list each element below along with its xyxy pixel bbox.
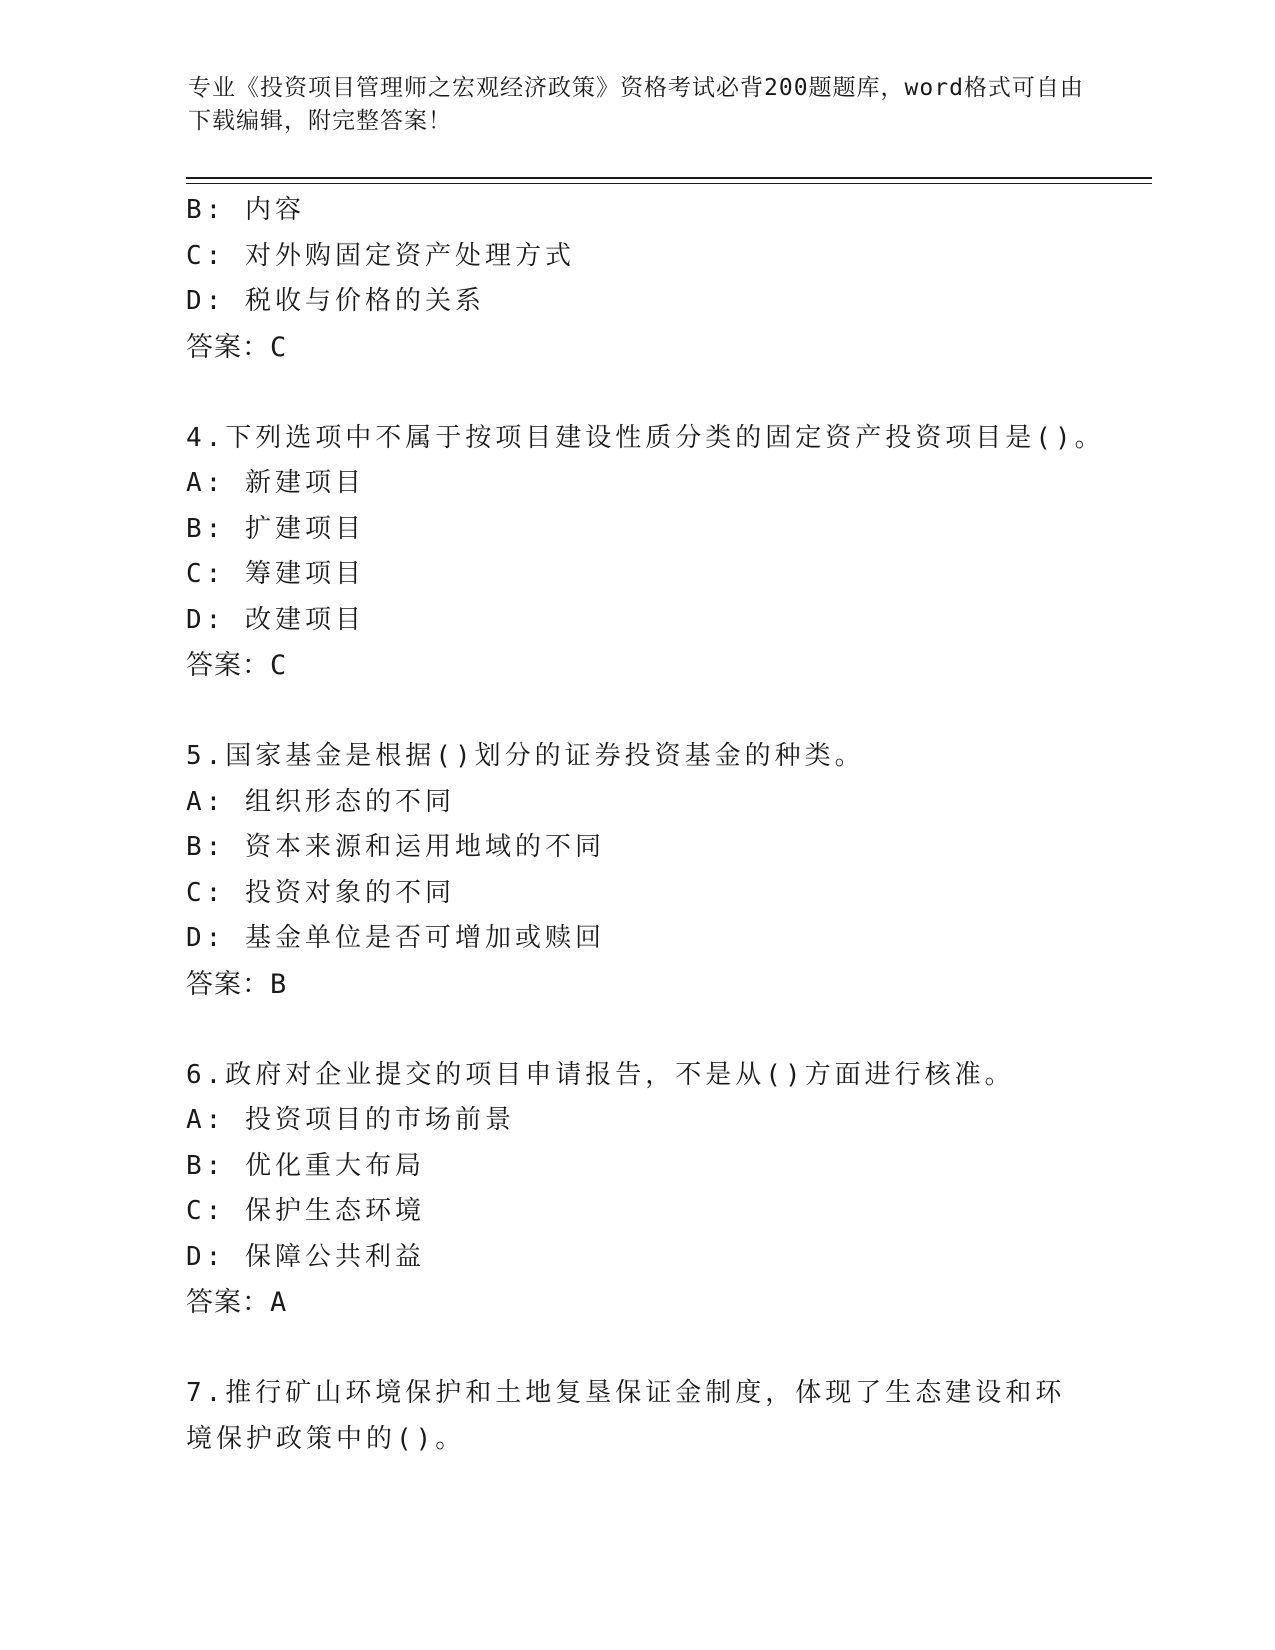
option-c: C: 投资对象的不同 [186,877,455,908]
question-item [186,1053,1146,1326]
option-a: A: 投资项目的市场前景 [186,1105,515,1135]
option-b: B: 资本来源和运用地域的不同 [186,832,605,862]
question-item [186,1371,1146,1462]
header-rule-thick [186,177,1152,179]
option-d: D: 改建项目 [186,604,365,635]
spacer [186,370,1146,416]
answer: 答案：C [186,331,288,363]
question-stem: 6.政府对企业提交的项目申请报告，不是从()方面进行核准。 [186,1059,1015,1090]
question-item [186,734,1146,1007]
option-b: B: 扩建项目 [186,513,365,544]
answer: 答案：A [186,1287,288,1318]
answer: 答案：C [186,650,288,681]
option-a: A: 新建项目 [186,468,365,498]
document-header: 专业《投资项目管理师之宏观经济政策》资格考试必背200题题库，word格式可自由下载编辑，附完整答案！ [188,75,1084,134]
option-d: D: 保障公共利益 [186,1241,425,1272]
option-d: D: 基金单位是否可增加或赎回 [186,923,605,953]
option-c: C: 保护生态环境 [186,1196,425,1226]
question-fragment [186,188,1146,370]
option-c: C: 筹建项目 [186,559,365,589]
question-stem: 4.下列选项中不属于按项目建设性质分类的固定资产投资项目是()。 [186,422,1105,453]
option-c: C: 对外购固定资产处理方式 [186,240,575,271]
answer: 答案：B [186,968,288,1000]
question-item [186,416,1146,689]
spacer [186,1326,1146,1372]
question-stem: 7.推行矿山环境保护和土地复垦保证金制度，体现了生态建设和环境保护政策中的()。 [186,1378,1066,1454]
option-b: B: 优化重大布局 [186,1150,425,1181]
spacer [186,1007,1146,1053]
header-rule-thin [186,183,1152,184]
question-stem: 5.国家基金是根据()划分的证券投资基金的种类。 [186,741,865,771]
option-b: B: 内容 [186,195,305,225]
question-list [186,188,1146,1462]
option-a: A: 组织形态的不同 [186,786,455,817]
option-d: D: 税收与价格的关系 [186,286,485,316]
spacer [186,689,1146,735]
